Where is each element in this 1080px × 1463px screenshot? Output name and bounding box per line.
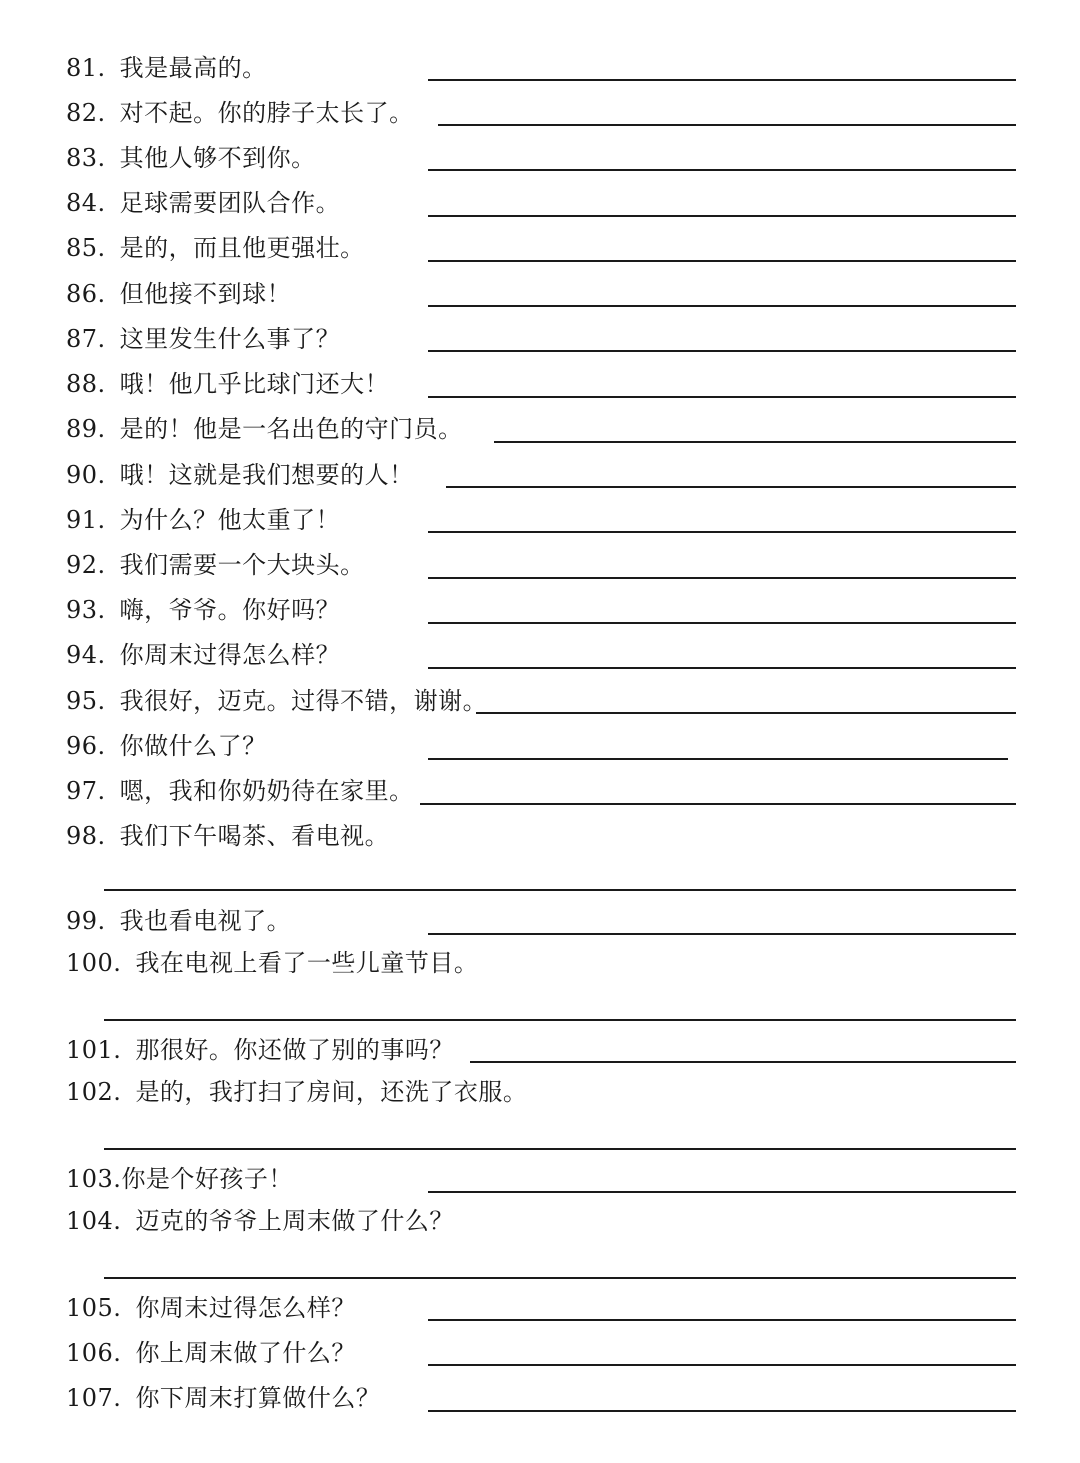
question-text: 我也看电视了。 [119, 907, 292, 935]
question-text: 迈克的爷爷上周末做了什么？ [135, 1207, 454, 1235]
question-number: 85. [66, 234, 106, 262]
question-101 [66, 1035, 454, 1065]
question-text: 嗨，爷爷。你好吗？ [119, 596, 341, 624]
question-number: 84. [66, 189, 106, 217]
answer-line-81[interactable] [428, 79, 1016, 81]
question-text: 其他人够不到你。 [119, 144, 316, 172]
question-number: 96. [66, 732, 106, 760]
question-text: 嗯，我和你奶奶待在家里。 [119, 777, 414, 805]
question-number: 102. [66, 1078, 122, 1106]
question-text: 为什么？他太重了！ [119, 506, 341, 534]
answer-line-105[interactable] [428, 1319, 1016, 1321]
answer-line-102[interactable] [104, 1148, 1016, 1150]
question-97 [66, 776, 414, 806]
question-text: 哦！他几乎比球门还大！ [119, 370, 390, 398]
question-82 [66, 98, 414, 128]
question-number: 98. [66, 822, 106, 850]
answer-line-101[interactable] [470, 1061, 1016, 1063]
question-text: 你下周末打算做什么？ [135, 1384, 381, 1412]
question-text: 足球需要团队合作。 [119, 189, 341, 217]
question-94 [66, 640, 340, 670]
answer-line-88[interactable] [428, 396, 1016, 398]
answer-line-103[interactable] [428, 1191, 1016, 1193]
question-102 [66, 1077, 527, 1107]
question-number: 89. [66, 415, 106, 443]
question-number: 104. [66, 1207, 122, 1235]
question-number: 106. [66, 1339, 122, 1367]
question-text: 对不起。你的脖子太长了。 [119, 99, 414, 127]
question-text: 是的，我打扫了房间，还洗了衣服。 [135, 1078, 528, 1106]
question-number: 91. [66, 506, 106, 534]
question-107 [66, 1383, 380, 1413]
question-number: 95. [66, 687, 106, 715]
question-text: 那很好。你还做了别的事吗？ [135, 1036, 454, 1064]
question-text: 哦！这就是我们想要的人！ [119, 461, 414, 489]
question-text: 我们需要一个大块头。 [119, 551, 365, 579]
question-number: 97. [66, 777, 106, 805]
answer-line-107[interactable] [428, 1410, 1016, 1412]
question-text: 我们下午喝茶、看电视。 [119, 822, 390, 850]
answer-line-96[interactable] [428, 758, 1008, 760]
answer-line-104[interactable] [104, 1277, 1016, 1279]
question-number: 90. [66, 461, 106, 489]
question-number: 94. [66, 641, 106, 669]
question-85 [66, 233, 365, 263]
answer-line-87[interactable] [428, 350, 1016, 352]
answer-line-95[interactable] [476, 712, 1016, 714]
answer-line-83[interactable] [428, 169, 1016, 171]
question-87 [66, 324, 340, 354]
answer-line-86[interactable] [428, 305, 1016, 307]
question-86 [66, 279, 291, 309]
question-95 [66, 686, 487, 716]
question-text: 你做什么了？ [119, 732, 267, 760]
question-text: 你上周末做了什么？ [135, 1339, 356, 1367]
answer-line-89[interactable] [494, 441, 1016, 443]
question-104 [66, 1206, 454, 1236]
question-text: 你周末过得怎么样？ [135, 1294, 356, 1322]
question-99 [66, 906, 291, 936]
question-text: 你周末过得怎么样？ [119, 641, 341, 669]
question-number: 93. [66, 596, 106, 624]
question-text: 我在电视上看了一些儿童节目。 [135, 949, 479, 977]
answer-line-85[interactable] [428, 260, 1016, 262]
question-92 [66, 550, 365, 580]
question-text: 是的！他是一名出色的守门员。 [119, 415, 463, 443]
question-96 [66, 731, 267, 761]
question-text: 是的，而且他更强壮。 [119, 234, 365, 262]
answer-line-93[interactable] [428, 622, 1016, 624]
answer-line-100[interactable] [104, 1019, 1016, 1021]
question-number: 103. [66, 1165, 122, 1193]
question-90 [66, 460, 414, 490]
answer-line-90[interactable] [446, 486, 1016, 488]
question-83 [66, 143, 316, 173]
answer-line-84[interactable] [428, 215, 1016, 217]
question-91 [66, 505, 340, 535]
question-84 [66, 188, 340, 218]
answer-line-98[interactable] [104, 889, 1016, 891]
answer-line-82[interactable] [438, 124, 1016, 126]
question-number: 86. [66, 280, 106, 308]
question-number: 82. [66, 99, 106, 127]
question-number: 83. [66, 144, 106, 172]
answer-line-92[interactable] [428, 577, 1016, 579]
question-number: 107. [66, 1384, 122, 1412]
question-number: 100. [66, 949, 122, 977]
answer-line-97[interactable] [420, 803, 1016, 805]
answer-line-91[interactable] [428, 531, 1016, 533]
question-text: 你是个好孩子！ [121, 1165, 293, 1193]
question-number: 92. [66, 551, 106, 579]
question-text: 我是最高的。 [119, 54, 267, 82]
question-100 [66, 948, 478, 978]
question-number: 101. [66, 1036, 122, 1064]
question-text: 这里发生什么事了？ [119, 325, 341, 353]
question-text: 我很好，迈克。过得不错，谢谢。 [119, 687, 488, 715]
question-text: 但他接不到球！ [119, 280, 292, 308]
question-89 [66, 414, 463, 444]
question-number: 99. [66, 907, 106, 935]
question-number: 87. [66, 325, 106, 353]
question-103 [66, 1164, 293, 1194]
question-93 [66, 595, 340, 625]
answer-line-99[interactable] [428, 933, 1016, 935]
question-number: 81. [66, 54, 106, 82]
question-number: 105. [66, 1294, 122, 1322]
question-98 [66, 821, 389, 851]
question-81 [66, 53, 267, 83]
answer-line-106[interactable] [428, 1364, 1016, 1366]
question-88 [66, 369, 389, 399]
question-number: 88. [66, 370, 106, 398]
answer-line-94[interactable] [428, 667, 1016, 669]
question-106 [66, 1338, 356, 1368]
question-105 [66, 1293, 356, 1323]
